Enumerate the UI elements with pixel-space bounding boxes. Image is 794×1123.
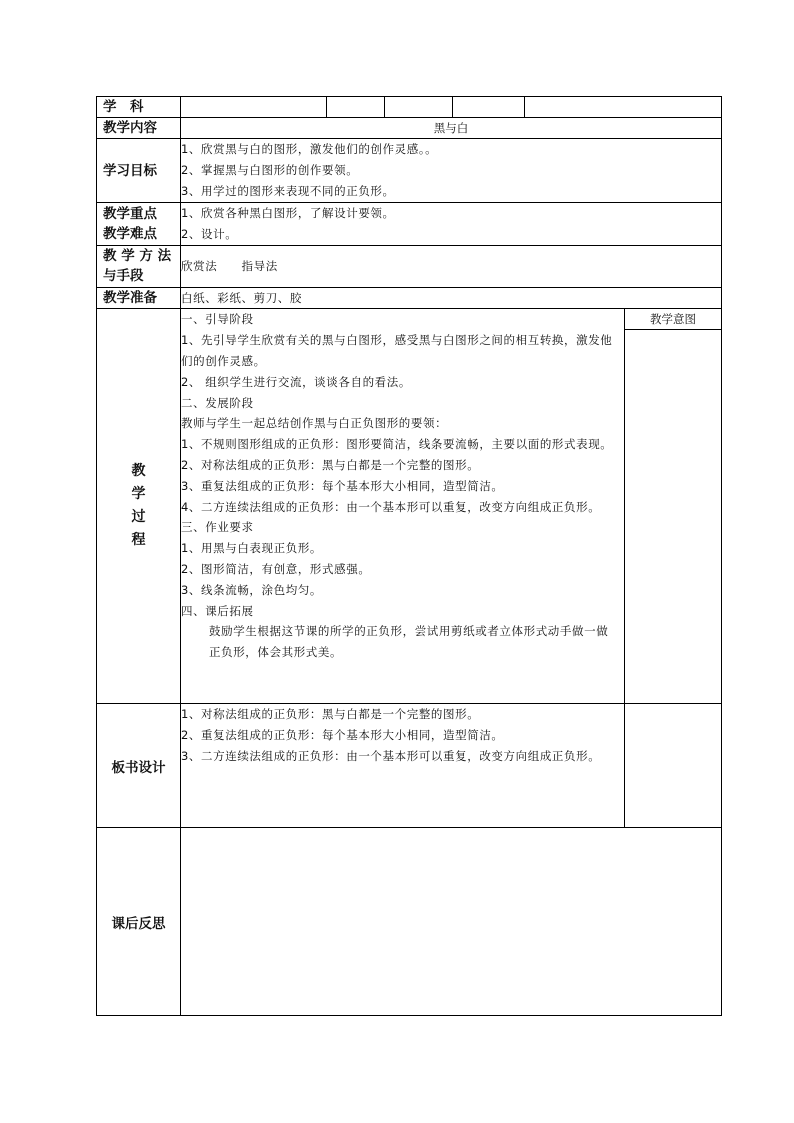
process-line: 2、对称法组成的正负形：黑与白都是一个完整的图形。 [181, 457, 480, 472]
goal-item: 2、掌握黑与白图形的创作要领。 [181, 163, 359, 178]
key-point-item: 2、设计。 [181, 226, 238, 241]
difficulty-label: 教学难点 [103, 225, 157, 242]
process-content [181, 309, 625, 704]
process-line: 教师与学生一起总结创作黑与白正负图形的要领： [181, 416, 448, 431]
process-label-char: 过 [131, 509, 146, 526]
lesson-plan-table [96, 96, 722, 1016]
prep-label: 教学准备 [97, 287, 181, 309]
key-points-list [181, 203, 722, 246]
subject-cell-3 [385, 97, 453, 118]
process-line: 1、用黑与白表现正负形。 [181, 541, 323, 556]
process-line: 三、作业要求 [181, 520, 254, 535]
method-label-line1: 教 学 方 法 [103, 248, 172, 265]
process-line: 1、先引导学生欣赏有关的黑与白图形，感受黑与白图形之间的相互转换，激发他们的创作灵感。 [181, 333, 613, 368]
subject-cell-5 [525, 97, 722, 118]
method-text: 欣赏法 指导法 [181, 245, 722, 287]
process-line: 2、 组织学生进行交流，谈谈各自的看法。 [181, 374, 411, 389]
method-label [97, 245, 181, 287]
intent-cell [625, 330, 722, 704]
key-point-item: 1、欣赏各种黑白图形，了解设计要领。 [181, 206, 395, 220]
process-line: 4、二方连续法组成的正负形：由一个基本形可以重复，改变方向组成正负形。 [181, 499, 601, 514]
process-line: 四、课后拓展 [181, 603, 254, 618]
process-line: 二、发展阶段 [181, 395, 254, 410]
process-line: 1、不规则图形组成的正负形：图形要简洁，线条要流畅，主要以面的形式表现。 [181, 437, 613, 452]
prep-row [97, 287, 722, 309]
intent-header: 教学意图 [625, 309, 722, 330]
process-label-char: 程 [131, 532, 146, 549]
board-label: 板书设计 [97, 704, 181, 828]
key-points-label [97, 203, 181, 246]
process-label [97, 309, 181, 704]
subject-cell-1 [181, 97, 327, 118]
subject-cell-4 [453, 97, 525, 118]
method-label-line2: 与手段 [103, 268, 144, 285]
board-content [181, 704, 625, 828]
board-row [97, 704, 722, 828]
process-line: 3、重复法组成的正负形：每个基本形大小相同，造型简洁。 [181, 478, 504, 493]
process-line: 2、图形简洁，有创意，形式感强。 [181, 561, 371, 576]
process-label-vertical [97, 460, 180, 552]
board-line: 3、二方连续法组成的正负形：由一个基本形可以重复，改变方向组成正负形。 [181, 748, 601, 763]
key-points-row [97, 203, 722, 246]
content-row [97, 118, 722, 139]
process-line: 一、引导阶段 [181, 312, 254, 327]
process-label-char: 教 [131, 463, 146, 480]
key-point-label: 教学重点 [103, 205, 157, 222]
subject-row [97, 97, 722, 118]
board-line: 1、对称法组成的正负形：黑与白都是一个完整的图形。 [181, 707, 480, 722]
goal-item: 3、用学过的图形来表现不同的正负形。 [181, 183, 395, 198]
goals-list [181, 139, 722, 203]
content-label: 教学内容 [97, 118, 181, 139]
reflection-label: 课后反思 [97, 828, 181, 1016]
method-row [97, 245, 722, 287]
subject-cell-2 [327, 97, 385, 118]
subject-label: 学 科 [97, 97, 181, 118]
prep-text: 白纸、彩纸、剪刀、胶 [181, 287, 722, 309]
reflection-content [181, 828, 722, 1016]
content-title: 黑与白 [181, 118, 722, 139]
process-row [97, 309, 722, 330]
board-line: 2、重复法组成的正负形：每个基本形大小相同，造型简洁。 [181, 728, 504, 743]
reflection-row [97, 828, 722, 1016]
goal-item: 1、欣赏黑与白的图形，激发他们的创作灵感。。 [181, 142, 438, 157]
process-label-char: 学 [131, 486, 146, 503]
goals-row [97, 139, 722, 203]
process-line: 3、线条流畅，涂色均匀。 [181, 582, 323, 597]
process-line: 鼓励学生根据这节课的所学的正负形，尝试用剪纸或者立体形式动手做一做正负形，体会其形式美。 [209, 624, 609, 660]
goals-label: 学习目标 [97, 139, 181, 203]
board-intent-cell [625, 704, 722, 828]
